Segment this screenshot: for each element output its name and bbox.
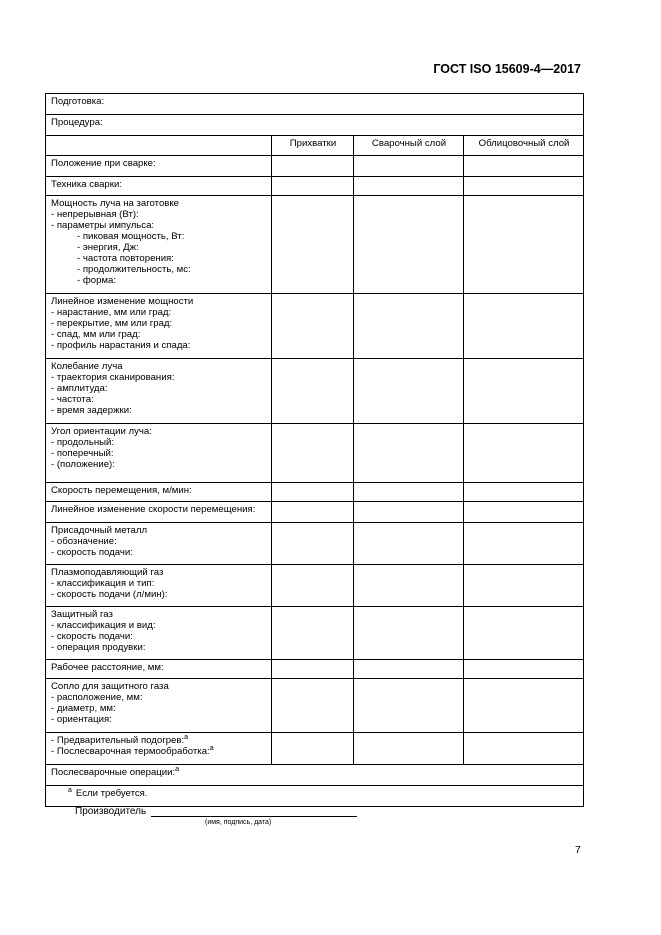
table-row <box>46 156 584 177</box>
welding-technique-cap-layer-cell[interactable] <box>464 177 584 196</box>
beam-oscillation-line: - амплитуда: <box>51 383 108 394</box>
signature-label: Производитель <box>75 806 147 817</box>
travel-speed-ramp-tacks-cell[interactable] <box>272 502 354 523</box>
beam-oscillation-tacks-cell[interactable] <box>272 359 354 424</box>
travel-speed-label-cell <box>46 483 272 502</box>
table-row <box>46 565 584 607</box>
shielding-gas-nozzle-cap-layer-cell[interactable] <box>464 679 584 733</box>
welding-position-line: Положение при сварке: <box>51 158 156 169</box>
shielding-gas-line: - операция продувки: <box>51 642 146 653</box>
beam-power-line: - параметры импульса: <box>51 220 155 231</box>
shielding-gas-label-cell <box>46 607 272 660</box>
shielding-gas-line: Защитный газ <box>51 609 113 620</box>
table-row <box>46 786 584 807</box>
table-row <box>46 607 584 660</box>
beam-power-tacks-cell[interactable] <box>272 196 354 294</box>
power-ramp-line: - спад, мм или град: <box>51 329 141 340</box>
column-header-tacks: Прихватки <box>272 136 354 156</box>
table-row <box>46 424 584 483</box>
filler-metal-weld-layer-cell[interactable] <box>354 523 464 565</box>
filler-metal-line: - скорость подачи: <box>51 547 133 558</box>
table-row <box>46 294 584 359</box>
beam-orientation-angle-line: - поперечный: <box>51 448 114 459</box>
table-row <box>46 483 584 502</box>
beam-oscillation-line: - время задержки: <box>51 405 132 416</box>
footnote-text: Если требуется. <box>75 788 148 799</box>
welding-technique-tacks-cell[interactable] <box>272 177 354 196</box>
beam-orientation-angle-line: - (положение): <box>51 459 115 470</box>
power-ramp-line: - нарастание, мм или град: <box>51 307 172 318</box>
working-distance-line: Рабочее расстояние, мм: <box>51 662 164 673</box>
table-row <box>46 765 584 786</box>
heat-treatment-label-cell <box>46 733 272 765</box>
signature-line <box>75 806 357 817</box>
beam-power-subline: - энергия, Дж: <box>77 242 139 253</box>
signature-caption: (имя, подпись, дата) <box>205 819 272 826</box>
beam-power-subline: - продолжительность, мс: <box>77 264 191 275</box>
shielding-gas-nozzle-line: - диаметр, мм: <box>51 703 116 714</box>
postweld-operations-label: Послесварочные операции: <box>51 767 176 778</box>
footnote-mark: а <box>184 733 189 741</box>
plasma-suppression-gas-line: - классификация и тип: <box>51 578 155 589</box>
header-empty-cell <box>46 136 272 156</box>
heat-treatment-tacks-cell[interactable] <box>272 733 354 765</box>
table-row <box>46 177 584 196</box>
beam-oscillation-line: - траектория сканирования: <box>51 372 175 383</box>
travel-speed-ramp-cap-layer-cell[interactable] <box>464 502 584 523</box>
power-ramp-weld-layer-cell[interactable] <box>354 294 464 359</box>
power-ramp-tacks-cell[interactable] <box>272 294 354 359</box>
travel-speed-weld-layer-cell[interactable] <box>354 483 464 502</box>
page-number: 7 <box>575 844 581 856</box>
shielding-gas-cap-layer-cell[interactable] <box>464 607 584 660</box>
table-row <box>46 679 584 733</box>
welding-procedure-table <box>45 93 584 807</box>
preheat-label-text: - Предварительный подогрев: <box>51 735 185 746</box>
postweld-operations-cell[interactable] <box>46 765 584 786</box>
heat-treatment-cap-layer-cell[interactable] <box>464 733 584 765</box>
shielding-gas-nozzle-line: - ориентация: <box>51 714 112 725</box>
table-row <box>46 733 584 765</box>
preparation-label: Подготовка: <box>51 96 105 107</box>
welding-position-weld-layer-cell[interactable] <box>354 156 464 177</box>
table-row <box>46 359 584 424</box>
shielding-gas-line: - классификация и вид: <box>51 620 156 631</box>
beam-oscillation-weld-layer-cell[interactable] <box>354 359 464 424</box>
shielding-gas-line: - скорость подачи: <box>51 631 133 642</box>
welding-technique-line: Техника сварки: <box>51 179 122 190</box>
filler-metal-label-cell <box>46 523 272 565</box>
beam-power-line: - непрерывная (Вт): <box>51 209 139 220</box>
beam-orientation-angle-line: - продольный: <box>51 437 115 448</box>
postheat-label-text: - Послесварочная термообработка: <box>51 746 210 757</box>
standard-designation: ГОСТ ISO 15609-4—2017 <box>433 62 581 76</box>
beam-orientation-angle-cap-layer-cell[interactable] <box>464 424 584 483</box>
filler-metal-line: Присадочный металл <box>51 525 148 536</box>
power-ramp-line: - перекрытие, мм или град: <box>51 318 173 329</box>
power-ramp-label-cell <box>46 294 272 359</box>
preheat-label <box>51 735 267 746</box>
plasma-suppression-gas-cap-layer-cell[interactable] <box>464 565 584 607</box>
table-row <box>46 196 584 294</box>
travel-speed-ramp-label-cell <box>46 502 272 523</box>
shielding-gas-weld-layer-cell[interactable] <box>354 607 464 660</box>
welding-position-label-cell <box>46 156 272 177</box>
procedure-cell[interactable] <box>46 115 584 136</box>
welding-position-cap-layer-cell[interactable] <box>464 156 584 177</box>
beam-orientation-angle-tacks-cell[interactable] <box>272 424 354 483</box>
beam-power-label-cell <box>46 196 272 294</box>
power-ramp-line: Линейное изменение мощности <box>51 296 194 307</box>
plasma-suppression-gas-label-cell <box>46 565 272 607</box>
signature-field[interactable] <box>151 806 357 817</box>
travel-speed-ramp-weld-layer-cell[interactable] <box>354 502 464 523</box>
footnote-mark: а <box>209 744 214 752</box>
welding-position-tacks-cell[interactable] <box>272 156 354 177</box>
postheat-label <box>51 746 267 757</box>
beam-oscillation-line: - частота: <box>51 394 94 405</box>
beam-power-cap-layer-cell[interactable] <box>464 196 584 294</box>
filler-metal-cap-layer-cell[interactable] <box>464 523 584 565</box>
beam-orientation-angle-line: Угол ориентации луча: <box>51 426 152 437</box>
beam-oscillation-line: Колебание луча <box>51 361 123 372</box>
beam-oscillation-label-cell <box>46 359 272 424</box>
shielding-gas-nozzle-label-cell <box>46 679 272 733</box>
beam-orientation-angle-label-cell <box>46 424 272 483</box>
beam-power-line: Мощность луча на заготовке <box>51 198 180 209</box>
heat-treatment-weld-layer-cell[interactable] <box>354 733 464 765</box>
footnote-cell <box>46 786 584 807</box>
column-header-cap-layer: Облицовочный слой <box>464 136 584 156</box>
working-distance-cap-layer-cell[interactable] <box>464 660 584 679</box>
beam-power-subline: - пиковая мощность, Вт: <box>77 231 185 242</box>
welding-technique-weld-layer-cell[interactable] <box>354 177 464 196</box>
filler-metal-line: - обозначение: <box>51 536 117 547</box>
working-distance-tacks-cell[interactable] <box>272 660 354 679</box>
plasma-suppression-gas-weld-layer-cell[interactable] <box>354 565 464 607</box>
plasma-suppression-gas-line: - скорость подачи (л/мин): <box>51 589 168 600</box>
preparation-cell[interactable] <box>46 94 584 115</box>
footnote-mark: а <box>175 765 180 773</box>
working-distance-label-cell <box>46 660 272 679</box>
shielding-gas-nozzle-line: Сопло для защитного газа <box>51 681 169 692</box>
filler-metal-tacks-cell[interactable] <box>272 523 354 565</box>
shielding-gas-nozzle-weld-layer-cell[interactable] <box>354 679 464 733</box>
working-distance-weld-layer-cell[interactable] <box>354 660 464 679</box>
travel-speed-cap-layer-cell[interactable] <box>464 483 584 502</box>
table-row <box>46 660 584 679</box>
plasma-suppression-gas-tacks-cell[interactable] <box>272 565 354 607</box>
plasma-suppression-gas-line: Плазмоподавляющий газ <box>51 567 164 578</box>
shielding-gas-nozzle-tacks-cell[interactable] <box>272 679 354 733</box>
shielding-gas-nozzle-line: - расположение, мм: <box>51 692 143 703</box>
beam-power-weld-layer-cell[interactable] <box>354 196 464 294</box>
footnote-mark: а <box>68 786 72 794</box>
travel-speed-tacks-cell[interactable] <box>272 483 354 502</box>
shielding-gas-tacks-cell[interactable] <box>272 607 354 660</box>
procedure-label: Процедура: <box>51 117 103 128</box>
beam-power-subline: - форма: <box>77 275 117 286</box>
travel-speed-ramp-line: Линейное изменение скорости перемещения: <box>51 504 256 515</box>
table-row <box>46 502 584 523</box>
column-header-weld-layer: Сварочный слой <box>354 136 464 156</box>
beam-orientation-angle-weld-layer-cell[interactable] <box>354 424 464 483</box>
table-row <box>46 523 584 565</box>
welding-technique-label-cell <box>46 177 272 196</box>
power-ramp-line: - профиль нарастания и спада: <box>51 340 191 351</box>
travel-speed-line: Скорость перемещения, м/мин: <box>51 485 192 496</box>
power-ramp-cap-layer-cell[interactable] <box>464 294 584 359</box>
beam-power-subline: - частота повторения: <box>77 253 174 264</box>
beam-oscillation-cap-layer-cell[interactable] <box>464 359 584 424</box>
